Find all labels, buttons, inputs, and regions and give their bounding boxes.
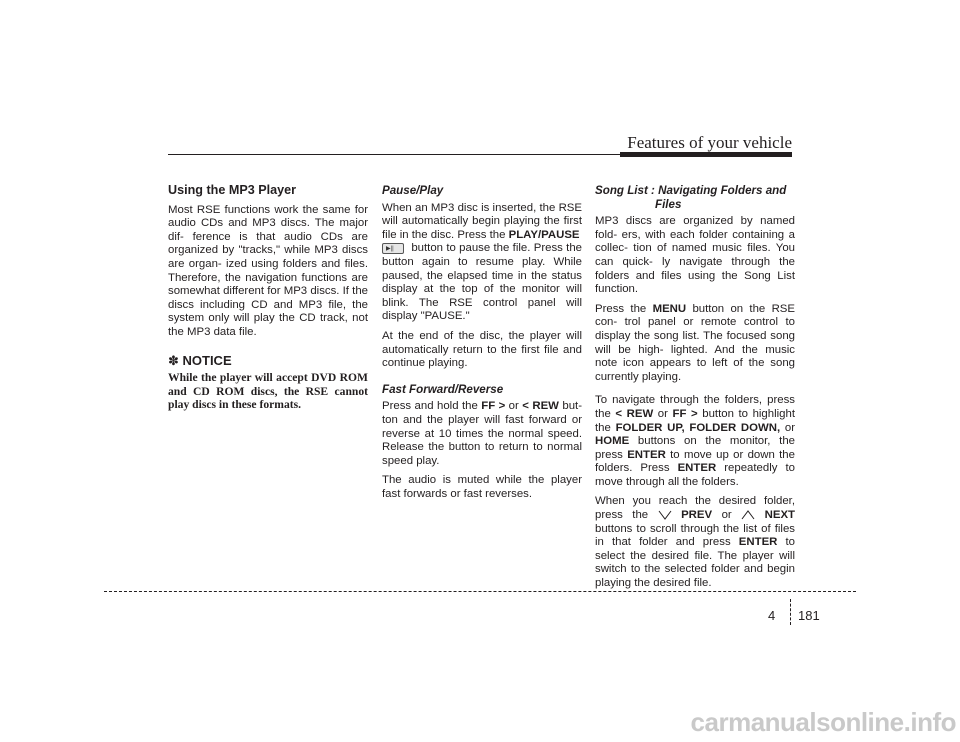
subheading-song-list: Song List : Navigating Folders and Files [595, 184, 787, 211]
column-3 [595, 184, 795, 597]
column-2 [382, 184, 582, 507]
subheading-pause-play: Pause/Play [382, 184, 444, 197]
column-1 [168, 184, 368, 417]
section-heading-mp3-player: Using the MP3 Player [168, 183, 297, 197]
section-number: 4 [768, 608, 776, 623]
chevron-up-icon [741, 510, 755, 520]
header-rule-accent [620, 152, 792, 157]
running-header: Features of your vehicle [627, 133, 792, 152]
select-file-paragraph: When you reach the desired folder, press the PREV or NEXT buttons to scroll through the list of files in that folder and press ENTER to select the desired file. The player will switch to the selected folder and begin playing the desired file. [595, 495, 796, 590]
watermark: carmanualsonline.info [690, 707, 956, 737]
page-number-value: 181 [798, 608, 820, 623]
folders-paragraph: MP3 discs are organized by named fold- ers, with each folder containing a collec- tion of named music files. You can quick- ly navigate through the folders and files using the Song List function. [595, 215, 795, 296]
ff-rew-paragraph: Press and hold the FF > or < REW but- ton and the player will fast forward or reverse at 10 times the normal speed. Release the button to return to normal speed play. [382, 400, 582, 467]
subheading-fast-forward-reverse: Fast Forward/Reverse [382, 382, 504, 396]
mp3-intro-paragraph: Most RSE functions work the same for audio CDs and MP3 discs. The major dif- ference is that audio CDs are organized by "tracks," while MP3 discs are organ- ized using folders and files. Therefore, the navigation functions are somewhat different for MP3 discs. If the discs including CD and MP3 file, the system only will play the CD track, not the MP3 data file. [168, 203, 368, 338]
navigate-folders-paragraph: To navigate through the folders, press the < REW or FF > button to highlight the FOLDER UP, FOLDER DOWN, or HOME buttons on the monitor, the press ENTER to move up or down the folders. Press ENTER repeatedly to move through all the folders. [595, 394, 795, 488]
footer-rule [104, 591, 856, 592]
notice-title: ✽ NOTICE [168, 352, 232, 368]
chevron-down-icon [658, 510, 672, 520]
notice-body: While the player will accept DVD ROM and CD ROM discs, the RSE cannot play discs in these formats. [168, 371, 368, 411]
pause-play-paragraph: When an MP3 disc is inserted, the RSE will automatically begin playing the first file in the disc. Press the PLAY/PAUSE ▶|| button to pause the file. Press the button again to resume play. While paused, the elapsed time in the status display at the top of the monitor will blink. The RSE control panel will display "PAUSE." [382, 202, 582, 324]
menu-paragraph: Press the MENU button on the RSE con- trol panel or remote control to display the song list. The focused song will be high- lighted. And the music note icon appears to left of the song currently playing. [595, 302, 795, 383]
play-pause-button-icon [382, 243, 404, 254]
end-of-disc-paragraph: At the end of the disc, the player will automatically return to the first file and continue playing. [382, 329, 582, 370]
page-divider-tick [790, 599, 791, 625]
muted-paragraph: The audio is muted while the player fast forwards or fast reverses. [382, 474, 582, 500]
